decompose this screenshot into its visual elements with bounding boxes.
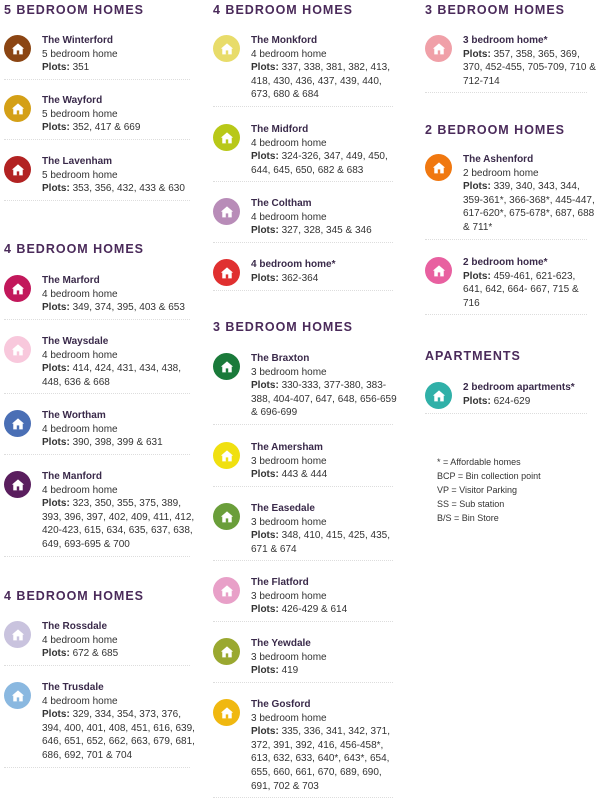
house-type-item	[4, 615, 200, 666]
section-header: 2 BEDROOM HOMES	[425, 123, 566, 137]
house-type-item	[213, 192, 403, 243]
plots-value: 324-326, 347, 449, 450, 644, 645, 650, 682 & 683	[251, 151, 388, 176]
plots-label: Plots:	[42, 363, 70, 375]
plots-label: Plots:	[251, 151, 279, 163]
plots-value: 443 & 444	[281, 469, 328, 481]
house-icon	[213, 124, 240, 151]
house-type-item	[213, 347, 403, 425]
house-type-description: 3 bedroom home	[251, 366, 327, 378]
house-type-text	[251, 258, 335, 285]
section	[425, 2, 597, 87]
house-icon	[4, 682, 31, 709]
house-type-item	[425, 376, 597, 414]
house-icon	[4, 35, 31, 62]
legend-entry: VP = Visitor Parking	[437, 485, 517, 495]
plots-line	[463, 180, 597, 234]
house-icon	[425, 35, 452, 62]
plots-value: 339, 340, 343, 344, 359-361*, 366-368*, 445-447, 617-620*, 675-678*, 687, 688 & 711*	[463, 181, 595, 233]
house-type-name: 2 bedroom apartments*	[463, 382, 575, 393]
house-icon	[213, 353, 240, 380]
plots-line	[251, 725, 403, 793]
section	[213, 319, 403, 792]
plots-label: Plots:	[251, 469, 279, 481]
house-icon	[213, 503, 240, 530]
plots-line	[251, 61, 403, 102]
house-type-text	[42, 335, 200, 389]
plots-value: 426-429 & 614	[281, 604, 348, 616]
house-type-name: The Trusdale	[42, 682, 104, 693]
house-type-item	[213, 632, 403, 683]
house-icon	[4, 410, 31, 437]
house-type-item	[213, 29, 403, 107]
plots-value: 335, 336, 341, 342, 371, 372, 391, 392, 416, 456-458*, 613, 632, 633, 640*, 643*, 654, 655, 660, 661, 670, 689, 690, 691, 702 & 703	[251, 726, 390, 792]
house-type-name: The Amersham	[251, 442, 323, 453]
plots-line	[463, 48, 597, 89]
plots-line	[251, 603, 347, 617]
house-type-item	[213, 436, 403, 487]
house-icon	[213, 699, 240, 726]
plots-line	[463, 270, 597, 311]
section	[425, 122, 597, 309]
house-type-description: 4 bedroom home	[251, 48, 327, 60]
house-icon	[4, 621, 31, 648]
house-type-name: The Gosford	[251, 699, 311, 710]
plots-value: 348, 410, 415, 425, 435, 671 & 674	[251, 530, 390, 555]
house-icon	[4, 156, 31, 183]
plots-label: Plots:	[42, 648, 70, 660]
house-icon	[4, 471, 31, 498]
house-type-description: 4 bedroom home	[42, 288, 118, 300]
house-type-name: 2 bedroom home*	[463, 257, 548, 268]
house-icon	[4, 95, 31, 122]
section-header: APARTMENTS	[425, 349, 521, 363]
section	[4, 588, 200, 761]
house-type-text	[251, 441, 327, 482]
house-type-item	[4, 29, 200, 80]
house-type-description: 3 bedroom home	[251, 651, 327, 663]
house-type-item	[4, 404, 200, 455]
plots-line	[42, 647, 118, 661]
plots-line	[42, 61, 118, 75]
plots-line	[42, 708, 200, 762]
plots-label: Plots:	[251, 604, 279, 616]
house-type-item	[4, 330, 200, 394]
house-type-text	[251, 197, 372, 238]
plots-value: 349, 374, 395, 403 & 653	[72, 302, 185, 314]
legend-entry: BCP = Bin collection point	[437, 471, 541, 481]
plots-value: 357, 358, 365, 369, 370, 452-455, 705-709, 710 & 712-714	[463, 48, 596, 87]
plots-line	[42, 301, 185, 315]
plots-label: Plots:	[42, 302, 70, 314]
plots-value: 329, 334, 354, 373, 376, 394, 400, 401, 408, 451, 616, 639, 646, 651, 652, 662, 663, 679, 681, 686, 692, 701 & 704	[42, 709, 195, 761]
house-type-name: The Winterford	[42, 35, 114, 46]
house-type-description: 4 bedroom home	[251, 137, 327, 149]
house-type-item	[213, 497, 403, 561]
house-type-text	[42, 620, 118, 661]
plots-value: 672 & 685	[72, 648, 119, 660]
plots-label: Plots:	[251, 380, 279, 392]
house-type-name: The Coltham	[251, 198, 312, 209]
house-icon	[425, 257, 452, 284]
plots-value: 352, 417 & 669	[72, 122, 141, 134]
house-type-name: The Ashenford	[463, 154, 534, 165]
plots-label: Plots:	[251, 225, 279, 237]
house-type-description: 3 bedroom home	[251, 590, 327, 602]
house-icon	[4, 336, 31, 363]
plots-label: Plots:	[42, 183, 70, 195]
house-type-item	[213, 693, 403, 798]
house-type-description: 3 bedroom home	[251, 455, 327, 467]
house-type-name: The Braxton	[251, 353, 310, 364]
house-type-description: 4 bedroom home	[42, 484, 118, 496]
plots-line	[42, 121, 140, 135]
plots-line	[463, 395, 575, 409]
plots-label: Plots:	[251, 665, 279, 677]
house-type-text	[251, 698, 403, 793]
house-icon	[425, 154, 452, 181]
plots-label: Plots:	[251, 62, 279, 74]
plots-line	[251, 272, 335, 286]
plots-label: Plots:	[42, 62, 70, 74]
plots-value: 362-364	[281, 272, 319, 284]
section	[4, 2, 200, 195]
house-type-text	[42, 409, 163, 450]
house-type-item	[4, 465, 200, 557]
plots-line	[42, 436, 163, 450]
house-type-name: The Yewdale	[251, 638, 311, 649]
house-type-text	[463, 256, 597, 310]
house-icon	[213, 442, 240, 469]
house-type-text	[251, 352, 403, 420]
house-type-text	[251, 34, 403, 102]
section-header: 4 BEDROOM HOMES	[4, 242, 145, 256]
house-type-name: 3 bedroom home*	[463, 35, 548, 46]
house-type-name: 4 bedroom home*	[251, 259, 336, 270]
plots-label: Plots:	[42, 437, 70, 449]
section-header: 4 BEDROOM HOMES	[213, 3, 354, 17]
house-icon	[213, 638, 240, 665]
house-type-description: 4 bedroom home	[42, 423, 118, 435]
house-type-text	[42, 94, 140, 135]
house-type-name: The Wayford	[42, 95, 103, 106]
house-type-name: The Wortham	[42, 410, 106, 421]
house-icon	[213, 259, 240, 286]
house-type-description: 4 bedroom home	[251, 211, 327, 223]
house-type-description: 4 bedroom home	[42, 634, 118, 646]
house-type-description: 2 bedroom home	[463, 167, 539, 179]
house-type-item	[425, 29, 597, 93]
house-type-name: The Manford	[42, 471, 102, 482]
house-type-name: The Easedale	[251, 503, 315, 514]
house-type-item	[213, 118, 403, 182]
house-type-text	[463, 153, 597, 235]
house-type-text	[463, 34, 597, 88]
plots-line	[251, 529, 403, 556]
house-type-text	[463, 381, 575, 408]
house-type-description: 3 bedroom home	[251, 712, 327, 724]
plots-line	[42, 182, 185, 196]
house-icon	[213, 35, 240, 62]
house-type-item	[425, 148, 597, 240]
plots-label: Plots:	[463, 395, 491, 407]
house-icon	[213, 577, 240, 604]
plots-line	[251, 664, 327, 678]
house-type-text	[251, 502, 403, 556]
plots-line	[42, 497, 200, 551]
house-type-description: 5 bedroom home	[42, 108, 118, 120]
plots-line	[251, 468, 327, 482]
plots-label: Plots:	[42, 498, 70, 510]
section-header: 3 BEDROOM HOMES	[425, 3, 566, 17]
house-type-text	[42, 34, 118, 75]
house-type-text	[42, 155, 185, 196]
house-type-text	[251, 123, 403, 177]
house-type-name: The Rossdale	[42, 621, 108, 632]
plots-line	[251, 379, 403, 420]
house-icon	[213, 198, 240, 225]
legend-entry: B/S = Bin Store	[437, 513, 499, 523]
house-type-text	[251, 576, 347, 617]
house-type-item	[4, 676, 200, 768]
legend	[437, 455, 541, 525]
house-type-description: 3 bedroom home	[251, 516, 327, 528]
house-type-description: 5 bedroom home	[42, 169, 118, 181]
house-type-text	[42, 681, 200, 763]
house-type-name: The Flatford	[251, 577, 309, 588]
plots-label: Plots:	[463, 270, 491, 282]
plots-label: Plots:	[251, 272, 279, 284]
house-icon	[4, 275, 31, 302]
plots-line	[251, 224, 372, 238]
house-type-name: The Lavenham	[42, 156, 113, 167]
house-type-description: 4 bedroom home	[42, 349, 118, 361]
section-header: 5 BEDROOM HOMES	[4, 3, 145, 17]
plots-value: 351	[72, 62, 90, 74]
plots-label: Plots:	[42, 122, 70, 134]
plots-value: 419	[281, 665, 299, 677]
legend-entry: SS = Sub station	[437, 499, 505, 509]
plots-label: Plots:	[251, 726, 279, 738]
house-type-text	[251, 637, 327, 678]
house-type-name: The Waysdale	[42, 336, 109, 347]
plots-label: Plots:	[251, 530, 279, 542]
house-icon	[425, 382, 452, 409]
plots-label: Plots:	[463, 181, 491, 193]
house-type-text	[42, 274, 185, 315]
plots-value: 323, 350, 355, 375, 389, 393, 396, 397, 402, 409, 411, 412, 420-423, 615, 634, 635, 637, 638, 649, 693-695 & 700	[42, 498, 195, 550]
section-header: 3 BEDROOM HOMES	[213, 320, 354, 334]
plots-value: 327, 328, 345 & 346	[281, 225, 372, 237]
plots-value: 459-461, 621-623, 641, 642, 664- 667, 715 & 716	[463, 270, 579, 309]
section	[425, 348, 597, 407]
plots-value: 330-333, 377-380, 383-388, 404-407, 647, 648, 656-659 & 696-699	[251, 380, 397, 419]
house-type-description: 5 bedroom home	[42, 48, 118, 60]
house-type-item	[425, 251, 597, 315]
section	[213, 2, 403, 284]
section	[4, 241, 200, 550]
plots-value: 414, 424, 431, 434, 438, 448, 636 & 668	[42, 363, 181, 388]
house-type-text	[42, 470, 200, 552]
house-type-item	[4, 89, 200, 140]
plots-line	[42, 362, 200, 389]
house-type-item	[4, 269, 200, 320]
section-header: 4 BEDROOM HOMES	[4, 589, 145, 603]
plots-value: 390, 398, 399 & 631	[72, 437, 163, 449]
plots-value: 337, 338, 381, 382, 413, 418, 430, 436, 437, 439, 440, 673, 680 & 684	[251, 62, 390, 101]
house-type-name: The Marford	[42, 275, 100, 286]
legend-entry: * = Affordable homes	[437, 457, 521, 467]
plots-label: Plots:	[463, 48, 491, 60]
plots-value: 624-629	[493, 395, 531, 407]
plots-line	[251, 150, 403, 177]
house-type-name: The Midford	[251, 124, 309, 135]
house-type-item	[213, 253, 403, 291]
plots-label: Plots:	[42, 709, 70, 721]
house-type-name: The Monkford	[251, 35, 318, 46]
house-type-item	[4, 150, 200, 201]
house-type-item	[213, 571, 403, 622]
house-type-description: 4 bedroom home	[42, 695, 118, 707]
plots-value: 353, 356, 432, 433 & 630	[72, 183, 185, 195]
